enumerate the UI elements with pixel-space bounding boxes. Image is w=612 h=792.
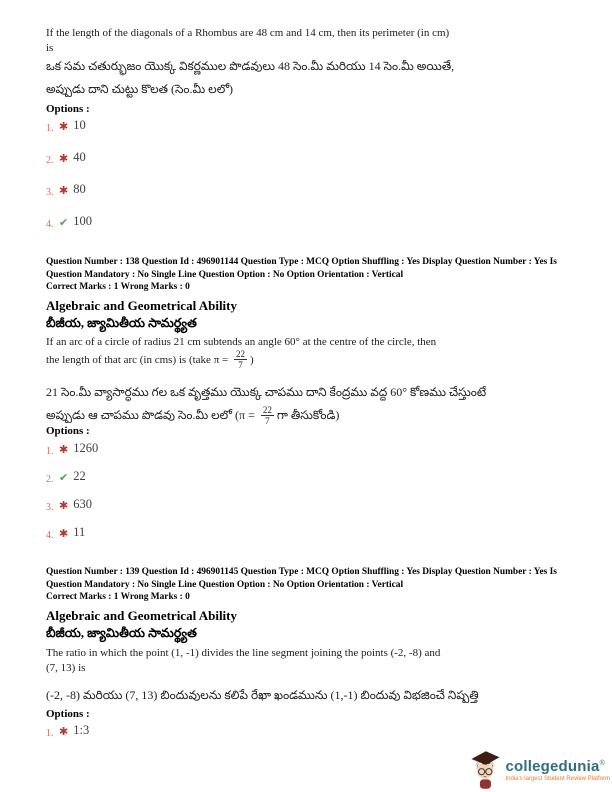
logo-tagline: India's largest Student Review Platform (505, 775, 610, 782)
metadata-line: Question Mandatory : No Single Line Question Option : No Option Orientation : Vertical (46, 269, 404, 280)
question-text-line: is (46, 42, 54, 54)
question-137-telugu (46, 55, 582, 101)
option-row (46, 184, 582, 197)
option-value: 22 (73, 469, 86, 483)
option-row (46, 152, 582, 165)
option-row (46, 120, 582, 133)
question-text-line: ఒక సమ చతుర్భుజం యొక్క వికర్ణముల పొడవులు 48 సెం.మీ మరియు 14 సెం.మీ అయితే, (46, 59, 455, 73)
option-number: 4. (46, 219, 54, 230)
question-text-line: (7, 13) is (46, 662, 86, 674)
metadata-line: Correct Marks : 1 Wrong Marks : 0 (46, 282, 190, 293)
question-text-line (46, 404, 582, 427)
options-label: Options : (46, 103, 90, 115)
correct-mark-icon: ✔ (59, 217, 69, 229)
options-label: Options : (46, 708, 90, 720)
pi-fraction (261, 405, 274, 426)
option-number: 3. (46, 502, 54, 513)
option-value: 1260 (73, 441, 99, 455)
logo-text (505, 759, 610, 782)
option-row (46, 499, 582, 512)
collegedunia-logo (468, 750, 610, 790)
question-text-segment: ) (249, 354, 254, 367)
metadata-line: Question Number : 138 Question Id : 496901144 Question Type : MCQ Option Shuffling : Yes Display Question Number : Yes Is (46, 257, 557, 267)
metadata-line: Question Mandatory : No Single Line Question Option : No Option Orientation : Vertical (46, 579, 404, 590)
option-number: 1. (46, 728, 54, 739)
question-137-options (46, 120, 582, 248)
option-value: 80 (73, 182, 86, 196)
question-138-options (46, 443, 582, 555)
option-row (46, 527, 582, 540)
option-number: 3. (46, 187, 54, 198)
question-text-segment: the length of that arc (in cms) is (take π = (46, 354, 229, 367)
wrong-mark-icon: ✱ (59, 528, 69, 540)
section-title-telugu: బీజీయ, జ్యామితీయ సామర్థ్యత (46, 316, 197, 330)
metadata-line: Correct Marks : 1 Wrong Marks : 0 (46, 592, 190, 603)
question-text-line: (-2, -8) మరియు (7, 13) బిందువులను కలిపే రేఖా ఖండమును (1,-1) బిందువు విభజించే నిష్పత్తి (46, 688, 479, 702)
wrong-mark-icon: ✱ (59, 185, 69, 197)
question-text-line: అప్పుడు దాని చుట్టు కొలత (సెం.మీ లలో) (46, 82, 234, 96)
wrong-mark-icon: ✱ (59, 121, 69, 133)
option-value: 10 (73, 118, 86, 132)
question-text-segment: గా తీసుకోండి) (276, 408, 340, 422)
option-row (46, 725, 582, 738)
wrong-mark-icon: ✱ (59, 444, 69, 456)
question-139-telugu (46, 684, 582, 707)
question-139-english (46, 646, 582, 676)
correct-mark-icon: ✔ (59, 472, 69, 484)
wrong-mark-icon: ✱ (59, 726, 69, 738)
question-text-line: If the length of the diagonals of a Rhombus are 48 cm and 14 cm, then its perimeter (in cm) (46, 27, 450, 39)
fraction-denominator: 7 (265, 415, 270, 426)
section-title-english: Algebraic and Geometrical Ability (46, 298, 238, 313)
logo-wordmark: collegedunia (505, 757, 600, 775)
question-138-english (46, 335, 582, 371)
section-heading (46, 608, 582, 644)
question-text-line: If an arc of a circle of radius 21 cm subtends an angle 60° at the centre of the circle, then (46, 336, 437, 348)
option-number: 1. (46, 123, 54, 134)
options-label: Options : (46, 425, 90, 437)
collegedunia-mascot-icon (468, 750, 502, 790)
question-text-segment: అప్పుడు ఆ చాపము పొడవు సెం.మీ లలో (π = (46, 408, 255, 422)
metadata-line: Question Number : 139 Question Id : 496901145 Question Type : MCQ Option Shuffling : Yes Display Question Number : Yes Is (46, 567, 557, 577)
question-139-metadata (46, 566, 582, 604)
fraction-denominator: 7 (238, 360, 243, 370)
option-value: 630 (73, 497, 92, 511)
option-value: 100 (73, 214, 92, 228)
fraction-numerator: 22 (262, 404, 272, 415)
question-139-options (46, 725, 582, 753)
wrong-mark-icon: ✱ (59, 153, 69, 165)
option-value: 11 (73, 525, 86, 539)
pi-fraction (234, 350, 247, 370)
question-138-metadata (46, 256, 582, 294)
question-text-line (46, 350, 582, 371)
option-row (46, 471, 582, 484)
question-138-telugu (46, 381, 582, 427)
option-row (46, 443, 582, 456)
section-title-english: Algebraic and Geometrical Ability (46, 608, 238, 623)
option-value: 1:3 (73, 723, 90, 737)
section-title-telugu: బీజీయ, జ్యామితీయ సామర్థ్యత (46, 626, 197, 640)
wrong-mark-icon: ✱ (59, 500, 69, 512)
option-number: 2. (46, 474, 54, 485)
option-value: 40 (73, 150, 86, 164)
option-number: 2. (46, 155, 54, 166)
option-number: 1. (46, 446, 54, 457)
registered-trademark-icon: ® (599, 759, 605, 767)
option-row (46, 216, 582, 229)
section-heading (46, 298, 582, 334)
fraction-numerator: 22 (235, 350, 245, 359)
question-137-english (46, 26, 582, 56)
question-text-line: The ratio in which the point (1, -1) divides the line segment joining the points (-2, -8) and (46, 647, 441, 659)
option-number: 4. (46, 530, 54, 541)
question-text-line: 21 సెం.మీ వ్యాసార్ధము గల ఒక వృత్తము యొక్క చాపము దాని కేంద్రము వద్ద 60° కోణము చేస్తుంటే (46, 385, 487, 399)
